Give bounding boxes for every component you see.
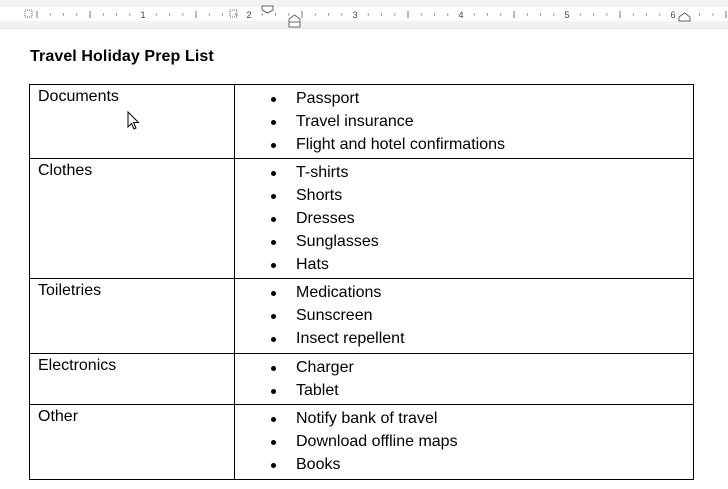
list-item — [296, 305, 693, 328]
list-item-text: Books — [296, 455, 341, 473]
items-cell[interactable] — [235, 279, 694, 353]
list-item — [296, 380, 693, 403]
bullet-list — [235, 85, 693, 158]
bullet-list — [235, 159, 693, 278]
list-item-text: Hats — [296, 255, 329, 273]
list-item-text: Charger — [296, 358, 354, 376]
list-item — [296, 134, 693, 157]
bullet-icon — [271, 143, 276, 148]
bullet-icon — [271, 440, 276, 445]
ruler-number: 6 — [670, 10, 676, 20]
items-cell[interactable] — [235, 85, 694, 159]
table-row — [30, 279, 694, 353]
list-item-text: Tablet — [296, 381, 339, 399]
bullet-icon — [271, 417, 276, 422]
list-item — [296, 208, 693, 231]
bullet-icon — [271, 120, 276, 125]
ruler-strip — [0, 7, 728, 21]
category-cell[interactable]: Other — [30, 405, 235, 479]
ruler-number: 3 — [352, 10, 358, 20]
ruler-scale — [0, 0, 728, 28]
list-item — [296, 162, 693, 185]
list-item-text: Passport — [296, 90, 360, 107]
mouse-pointer-icon — [127, 111, 141, 136]
bullet-icon — [271, 171, 276, 176]
list-item-text: Download offline maps — [296, 433, 458, 451]
items-cell[interactable] — [235, 159, 694, 279]
category-cell[interactable]: Electronics — [30, 353, 235, 405]
list-item-text: Notify bank of travel — [296, 410, 438, 428]
table-row — [30, 353, 694, 405]
ruler-number: 5 — [564, 10, 570, 20]
list-item-text: T-shirts — [296, 164, 349, 182]
bullet-icon — [271, 291, 276, 296]
list-item — [296, 408, 693, 431]
bullet-icon — [271, 337, 276, 342]
bullet-icon — [271, 217, 276, 222]
table-row — [30, 159, 694, 279]
list-item — [296, 254, 693, 277]
bullet-icon — [271, 240, 276, 245]
items-cell[interactable] — [235, 353, 694, 405]
bullet-list — [235, 354, 693, 405]
list-item — [296, 282, 693, 305]
list-item — [296, 185, 693, 208]
list-item — [296, 231, 693, 254]
list-item-text: Shorts — [296, 187, 343, 205]
list-item-text: Sunglasses — [296, 232, 379, 250]
bullet-list — [235, 405, 693, 478]
list-item-text: Medications — [296, 284, 382, 302]
list-item-text: Dresses — [296, 209, 355, 227]
bullet-icon — [271, 194, 276, 199]
bullet-icon — [271, 97, 276, 102]
bullet-icon — [271, 263, 276, 268]
bullet-icon — [271, 314, 276, 319]
category-cell[interactable]: Documents — [30, 85, 235, 159]
horizontal-ruler[interactable] — [0, 0, 728, 29]
list-item-text: Insect repellent — [296, 329, 405, 347]
category-cell[interactable]: Clothes — [30, 159, 235, 279]
bullet-icon — [271, 366, 276, 371]
bullet-icon — [271, 389, 276, 394]
list-item-text: Travel insurance — [296, 112, 414, 130]
list-item-text: Flight and hotel confirmations — [296, 135, 505, 153]
list-item — [296, 328, 693, 351]
table-row — [30, 405, 694, 479]
document-title: Travel Holiday Prep List — [30, 48, 214, 65]
ruler-number: 1 — [140, 10, 146, 20]
list-item — [296, 357, 693, 380]
category-cell[interactable]: Toiletries — [30, 279, 235, 353]
items-cell[interactable] — [235, 405, 694, 479]
list-item — [296, 454, 693, 477]
bullet-list — [235, 279, 693, 352]
list-item — [296, 431, 693, 454]
list-item — [296, 88, 693, 111]
ruler-number: 2 — [246, 10, 252, 20]
list-item — [296, 111, 693, 134]
prep-list-table — [29, 84, 694, 480]
list-item-text: Sunscreen — [296, 307, 373, 325]
ruler-number: 4 — [458, 10, 464, 20]
bullet-icon — [271, 463, 276, 468]
